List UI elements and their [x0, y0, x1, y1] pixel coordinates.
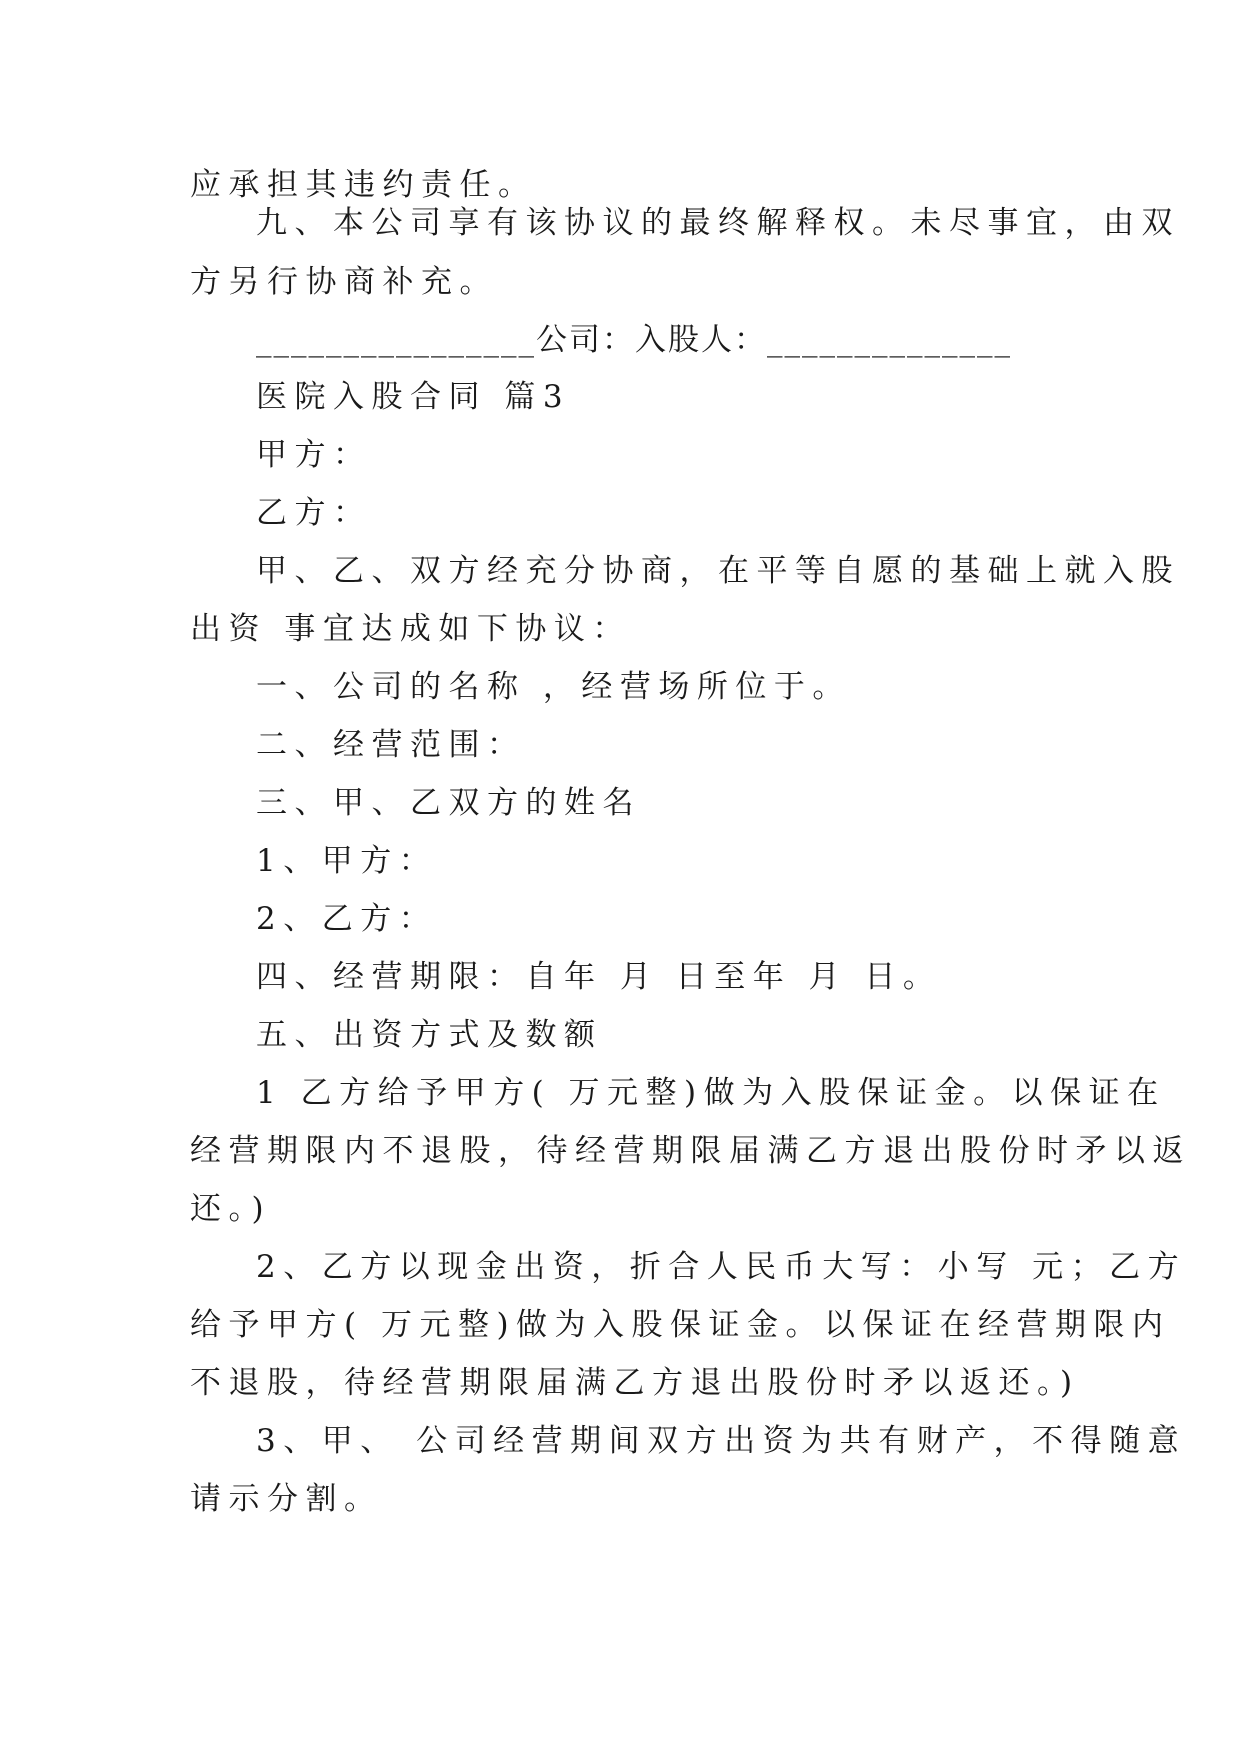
text-line: 经营期限内不退股，待经营期限届满乙方退出股份时矛以返 [190, 1133, 1191, 1169]
text-line: 四、经营期限：自年 月 日至年 月 日。 [256, 959, 942, 995]
text-line: 不退股，待经营期限届满乙方退出股份时矛以返还。) [190, 1365, 1080, 1401]
section-heading: 医院入股合同 篇3 [256, 379, 571, 415]
text-line: 乙方： [256, 495, 372, 531]
text-line: 二、经营范围： [256, 727, 526, 763]
text-line: 出资 事宜达成如下协议： [190, 611, 631, 647]
text-line: 五、出资方式及数额 [256, 1017, 603, 1053]
text-line: 九、本公司享有该协议的最终解释权。未尽事宜，由双 [256, 205, 1180, 241]
text-line: 3、甲、 公司经营期间双方出资为共有财产，不得随意 [256, 1423, 1187, 1459]
signature-line: ________________公司：入股人：______________ [256, 322, 1012, 358]
text-line: 给予甲方( 万元整)做为入股保证金。以保证在经营期限内 [190, 1307, 1171, 1343]
text-line: 1 乙方给予甲方( 万元整)做为入股保证金。以保证在 [256, 1075, 1166, 1111]
text-line: 甲、乙、双方经充分协商，在平等自愿的基础上就入股 [256, 553, 1180, 589]
text-line: 方另行协商补充。 [190, 264, 498, 300]
text-line: 2、乙方： [256, 901, 438, 937]
text-line: 2、乙方以现金出资，折合人民币大写：小写 元；乙方 [256, 1249, 1187, 1285]
text-line: 三、甲、乙双方的姓名 [256, 785, 641, 821]
text-line: 请示分割。 [190, 1481, 383, 1517]
text-line: 一、公司的名称 ，经营场所位于。 [256, 669, 851, 705]
text-line: 还。) [190, 1191, 272, 1227]
text-line: 应承担其违约责任。 [190, 167, 537, 203]
text-line: 甲方： [256, 437, 372, 473]
text-line: 1、甲方： [256, 843, 438, 879]
